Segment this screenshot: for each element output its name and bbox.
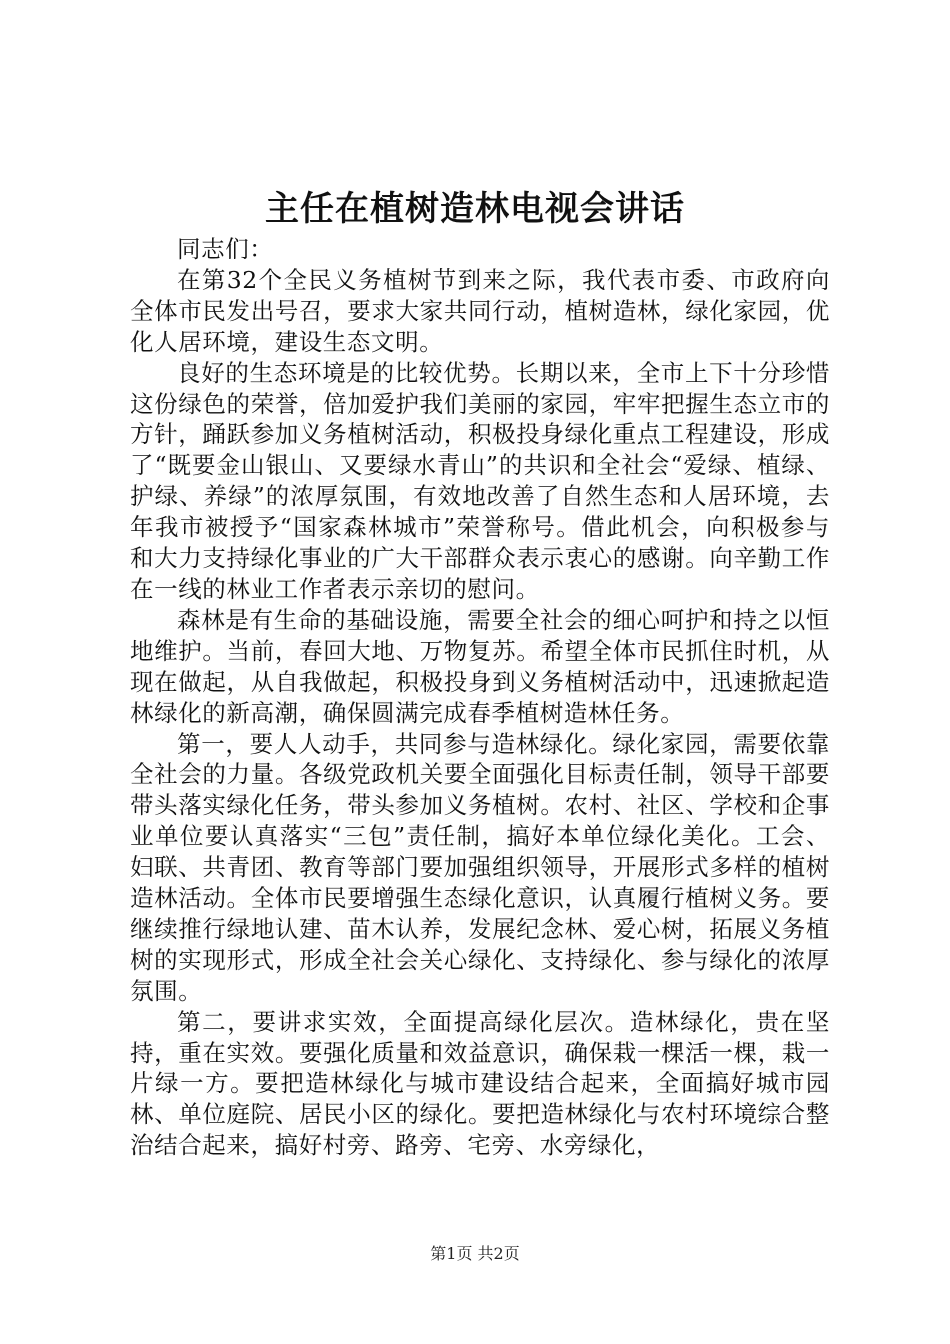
paragraph: 在第32个全民义务植树节到来之际，我代表市委、市政府向全体市民发出号召，要求大家共同行动，植树造林，绿化家园，优化人居环境，建设生态文明。 <box>130 265 830 356</box>
document-body <box>130 234 830 1161</box>
paragraph: 第二，要讲求实效，全面提高绿化层次。造林绿化，贵在坚持，重在实效。要强化质量和效益意识，确保栽一棵活一棵，栽一片绿一方。要把造林绿化与城市建设结合起来，全面搞好城市园林、单位庭院、居民小区的绿化。要把造林绿化与农村环境综合整治结合起来，搞好村旁、路旁、宅旁、水旁绿化， <box>130 1007 830 1160</box>
page-number-footer: 第1页 共2页 <box>430 1244 520 1263</box>
document-title: 主任在植树造林电视会讲话 <box>265 189 685 229</box>
paragraph: 森林是有生命的基础设施，需要全社会的细心呵护和持之以恒地维护。当前，春回大地、万物复苏。希望全体市民抓住时机，从现在做起，从自我做起，积极投身到义务植树活动中，迅速掀起造林绿化的新高潮，确保圆满完成春季植树造林任务。 <box>130 605 830 727</box>
paragraph: 第一，要人人动手，共同参与造林绿化。绿化家园，需要依靠全社会的力量。各级党政机关要全面强化目标责任制，领导干部要带头落实绿化任务，带头参加义务植树。农村、社区、学校和企事业单位要认真落实“三包”责任制，搞好本单位绿化美化。工会、妇联、共青团、教育等部门要加强组织领导，开展形式多样的植树造林活动。全体市民要增强生态绿化意识，认真履行植树义务。要继续推行绿地认建、苗木认养，发展纪念林、爱心树，拓展义务植树的实现形式，形成全社会关心绿化、支持绿化、参与绿化的浓厚氛围。 <box>130 729 830 1005</box>
paragraph: 良好的生态环境是的比较优势。长期以来，全市上下十分珍惜这份绿色的荣誉，倍加爱护我们美丽的家园，牢牢把握生态立市的方针，踊跃参加义务植树活动，积极投身绿化重点工程建设，形成了“既要金山银山、又要绿水青山”的共识和全社会“爱绿、植绿、护绿、养绿”的浓厚氛围，有效地改善了自然生态和人居环境，去年我市被授予“国家森林城市”荣誉称号。借此机会，向积极参与和大力支持绿化事业的广大干部群众表示衷心的感谢。向辛勤工作在一线的林业工作者表示亲切的慰问。 <box>130 358 830 603</box>
salutation: 同志们： <box>177 235 274 263</box>
